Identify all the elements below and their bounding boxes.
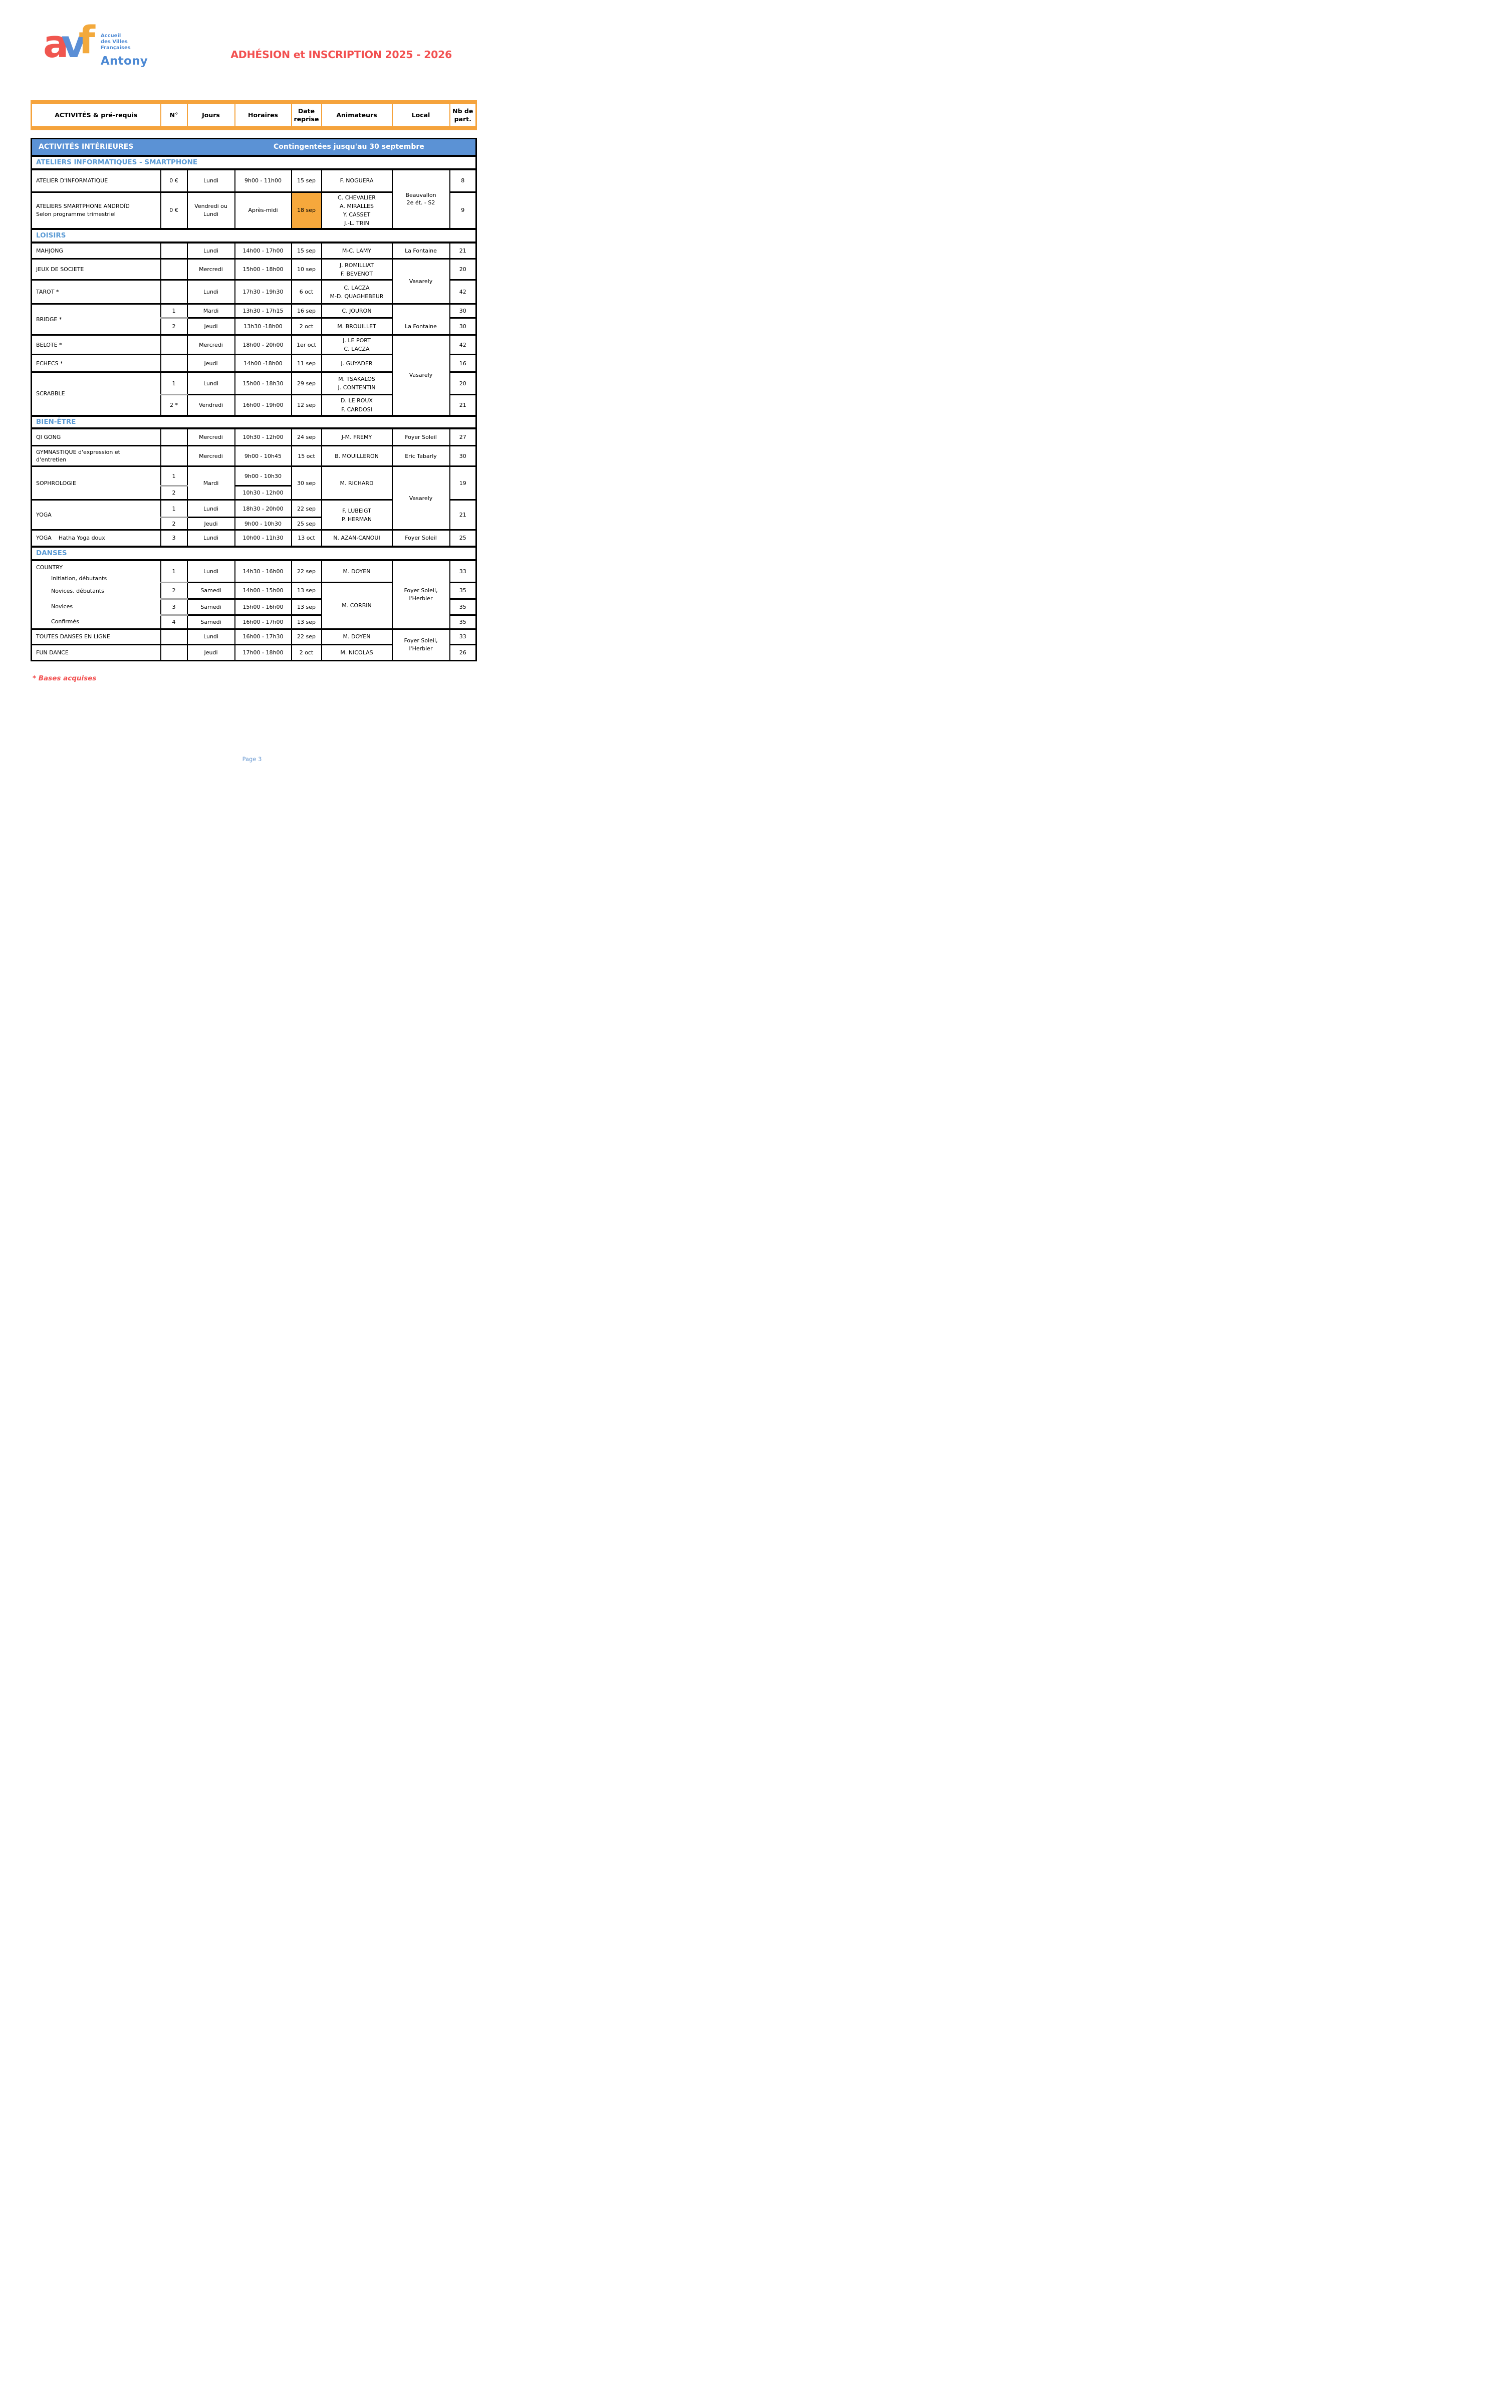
logo-tagline-line3: Françaises [100,45,131,51]
cell-num: 4 [161,615,187,629]
cell-num [161,355,187,372]
cell-jours: Jeudi [187,318,235,335]
cell-local-beauvallon [392,169,450,229]
cell-nb: 8 [450,169,476,192]
country-level-label: Novices [51,603,73,610]
activity-name-line1: GYMNASTIQUE d'expression et [36,448,120,455]
local-line1: Foyer Soleil, [404,637,438,644]
cell-jours: Lundi [187,372,235,395]
table-row [32,629,476,644]
activity-name [32,446,161,466]
animateur: C. CHEVALIER [338,194,376,201]
local-line2: l'Herbier [409,595,433,602]
cell-animateurs: J-M. FREMY [322,428,392,446]
activity-name: BELOTE * [32,335,161,355]
page-header [0,0,504,100]
cell-horaires: 16h00 - 19h00 [235,395,292,416]
banner-note: Contingentées jusqu'au 30 septembre [274,142,424,151]
cell-nb: 35 [450,599,476,615]
animateur: D. LE ROUX [341,397,373,404]
activity-name: ECHECS * [32,355,161,372]
cell-horaires: 14h00 - 17h00 [235,243,292,259]
cell-num [161,335,187,355]
activity-name: TOUTES DANSES EN LIGNE [32,629,161,644]
cell-num [161,280,187,304]
jours-line2: Lundi [203,210,218,217]
table-row [32,304,476,318]
table-row [32,446,476,466]
cell-nb: 30 [450,304,476,318]
cell-nb: 27 [450,428,476,446]
cell-date: 15 oct [292,446,322,466]
cell-num: 2 [161,486,187,500]
cell-nb: 42 [450,280,476,304]
cell-local: Foyer Soleil [392,428,450,446]
logo-tagline-line1: Accueil [100,33,121,39]
cell-jours: Samedi [187,599,235,615]
cell-nb: 30 [450,446,476,466]
col-header-num: N° [161,102,187,128]
cell-num [161,446,187,466]
cell-nb: 35 [450,583,476,599]
activity-name-line2: Selon programme trimestriel [36,210,116,217]
cell-nb: 42 [450,335,476,355]
cell-jours: Lundi [187,530,235,547]
cell-horaires: 16h00 - 17h30 [235,629,292,644]
cell-jours: Mercredi [187,446,235,466]
animateur: J. CONTENTIN [338,384,376,391]
col-header-local: Local [392,102,450,128]
cell-nb: 26 [450,644,476,660]
col-header-activites: ACTIVITÉS & pré-requis [32,102,161,128]
logo-letter-v: v [61,22,79,66]
logo-letter-a: a [43,22,62,66]
cell-horaires: 17h00 - 18h00 [235,644,292,660]
cell-num: 1 [161,560,187,583]
animateur: M-D. QUAGHEBEUR [330,293,384,300]
cell-animateurs: M. NICOLAS [322,644,392,660]
section-title-bien-etre: BIEN-ÊTRE [32,416,476,428]
cell-jours: Lundi [187,560,235,583]
cell-num [161,644,187,660]
cell-jours: Mardi [187,466,235,500]
document-page [0,0,504,803]
cell-animateurs: J. GUYADER [322,355,392,372]
cell-date: 1er oct [292,335,322,355]
local-line2: l'Herbier [409,645,433,652]
cell-nb: 33 [450,629,476,644]
country-level-label: Confirmés [51,618,79,625]
cell-num [161,243,187,259]
cell-jours: Mercredi [187,259,235,280]
local-line2: 2e ét. - S2 [406,199,435,206]
cell-horaires: 15h00 - 16h00 [235,599,292,615]
logo-city: Antony [100,55,148,68]
activity-name: SCRABBLE [32,372,161,416]
col-header-horaires: Horaires [235,102,292,128]
cell-nb: 20 [450,372,476,395]
page-title: ADHÉSION et INSCRIPTION 2025 - 2026 [230,49,452,61]
country-level-label: Initiation, débutants [51,575,107,582]
activity-name-line1: ATELIERS SMARTPHONE ANDROÏD [36,203,130,210]
cell-animateurs: F. NOGUERA [322,169,392,192]
cell-animateurs: M. RICHARD [322,466,392,500]
country-level-label: Novices, débutants [51,588,104,595]
logo-letter-f: f [78,18,88,62]
col-header-date-line2: reprise [294,115,319,123]
cell-nb: 25 [450,530,476,547]
cell-nb: 21 [450,243,476,259]
activity-name-suffix: Hatha Yoga doux [58,535,105,542]
cell-date: 13 sep [292,615,322,629]
cell-animateurs [322,280,392,304]
animateur: F. CARDOSI [341,406,372,413]
cell-horaires: 9h00 - 10h30 [235,466,292,486]
avf-logo-letters [43,18,99,66]
cell-date: 2 oct [292,644,322,660]
cell-animateurs: M. DOYEN [322,560,392,583]
local-line1: Beauvallon [405,191,436,198]
cell-horaires: 14h00 - 15h00 [235,583,292,599]
cell-date: 22 sep [292,629,322,644]
cell-animateurs: M. BROUILLET [322,318,392,335]
cell-horaires: 9h00 - 10h30 [235,518,292,530]
section-row-loisirs [32,229,476,243]
cell-animateurs [322,395,392,416]
col-header-nb-line1: Nb de [452,107,473,115]
cell-jours: Samedi [187,615,235,629]
activities-table [31,138,477,661]
cell-date: 13 sep [292,583,322,599]
cell-num: 1 [161,466,187,486]
cell-date: 13 sep [292,599,322,615]
column-header-row [32,102,476,128]
col-header-nb-part [450,102,476,128]
section-row-danses [32,547,476,560]
cell-date: 12 sep [292,395,322,416]
cell-date: 22 sep [292,500,322,518]
cell-num: 2 [161,583,187,599]
cell-date: 29 sep [292,372,322,395]
cell-horaires: 10h00 - 11h30 [235,530,292,547]
col-header-animateurs: Animateurs [322,102,392,128]
cell-local: Foyer Soleil [392,530,450,547]
section-row-ateliers [32,156,476,169]
cell-local-foyer-herbier [392,560,450,629]
cell-jours: Mercredi [187,428,235,446]
animateur: Y. CASSET [343,211,371,218]
cell-animateurs [322,192,392,229]
animateur: F. BEVENOT [340,270,373,277]
cell-horaires: 14h00 -18h00 [235,355,292,372]
activity-name: QI GONG [32,428,161,446]
cell-animateurs [322,335,392,355]
activity-name: TAROT * [32,280,161,304]
animateur: J.-L. TRIN [344,219,369,226]
cell-num: 2 [161,318,187,335]
cell-jours: Jeudi [187,355,235,372]
cell-num: 2 * [161,395,187,416]
col-header-nb-line2: part. [454,115,471,123]
cell-date: 2 oct [292,318,322,335]
cell-jours: Lundi [187,243,235,259]
activity-name [32,192,161,229]
cell-num: 1 [161,372,187,395]
cell-animateurs: M. CORBIN [322,583,392,629]
cell-date: 30 sep [292,466,322,500]
cell-jours: Jeudi [187,644,235,660]
cell-date: 10 sep [292,259,322,280]
banner-content [32,139,475,155]
cell-animateurs: B. MOUILLERON [322,446,392,466]
cell-date: 15 sep [292,169,322,192]
footnote-bases-acquises: * Bases acquises [33,674,97,682]
cell-nb: 16 [450,355,476,372]
animateur: P. HERMAN [341,516,372,523]
cell-animateurs [322,500,392,530]
cell-horaires: 17h30 - 19h30 [235,280,292,304]
cell-num: 2 [161,518,187,530]
cell-horaires: 9h00 - 11h00 [235,169,292,192]
cell-nb: 35 [450,615,476,629]
cell-nb: 19 [450,466,476,500]
col-header-jours: Jours [187,102,235,128]
cell-nb: 21 [450,395,476,416]
activity-name: ATELIER D'INFORMATIQUE [32,169,161,192]
section-title-danses: DANSES [32,547,476,560]
cell-date: 25 sep [292,518,322,530]
cell-nb: 9 [450,192,476,229]
cell-horaires: 15h00 - 18h00 [235,259,292,280]
cell-horaires: 18h00 - 20h00 [235,335,292,355]
cell-date: 24 sep [292,428,322,446]
cell-horaires: 10h30 - 12h00 [235,486,292,500]
cell-num [161,428,187,446]
cell-horaires: 18h30 - 20h00 [235,500,292,518]
cell-local-vasarely: Vasarely [392,335,450,416]
cell-jours: Vendredi [187,395,235,416]
cell-date: 16 sep [292,304,322,318]
cell-animateurs: C. JOURON [322,304,392,318]
cell-horaires: 13h30 -18h00 [235,318,292,335]
cell-date: 22 sep [292,560,322,583]
animateur: F. LUBEIGT [342,507,371,514]
cell-jours: Lundi [187,169,235,192]
section-title-loisirs: LOISIRS [32,229,476,243]
cell-date: 15 sep [292,243,322,259]
cell-jours: Lundi [187,280,235,304]
jours-line1: Vendredi ou [194,203,227,210]
logo-tagline-line2: des Villes [100,39,128,45]
animateur: J. ROMILLIAT [339,262,374,269]
cell-num: 0 € [161,169,187,192]
table-row [32,335,476,355]
activity-name-country [32,560,161,629]
cell-jours: Jeudi [187,518,235,530]
cell-horaires: 10h30 - 12h00 [235,428,292,446]
cell-jours: Mercredi [187,335,235,355]
cell-date-highlighted: 18 sep [292,192,322,229]
cell-local-vasarely: Vasarely [392,259,450,304]
cell-num: 1 [161,500,187,518]
cell-date: 11 sep [292,355,322,372]
cell-num: 3 [161,599,187,615]
cell-animateurs: M-C. LAMY [322,243,392,259]
table-row [32,169,476,192]
cell-nb: 30 [450,318,476,335]
activity-name-main: YOGA [36,535,52,542]
table-row [32,243,476,259]
cell-animateurs: N. AZAN-CANOUI [322,530,392,547]
cell-horaires: Après-midi [235,192,292,229]
logo-tagline [101,33,148,51]
activity-name: FUN DANCE [32,644,161,660]
cell-nb: 20 [450,259,476,280]
activity-name: MAHJONG [32,243,161,259]
animateur: J. LE PORT [343,337,371,344]
cell-num: 1 [161,304,187,318]
col-header-date-reprise [292,102,322,128]
cell-jours: Lundi [187,500,235,518]
col-header-date-line1: Date [298,107,315,115]
cell-local-foyer-herbier [392,629,450,660]
cell-animateurs [322,372,392,395]
cell-num: 3 [161,530,187,547]
animateur: C. LACZA [344,346,370,353]
cell-local: Eric Tabarly [392,446,450,466]
activity-name: YOGA [32,500,161,530]
activity-name: SOPHROLOGIE [32,466,161,500]
cell-local: La Fontaine [392,243,450,259]
cell-date: 6 oct [292,280,322,304]
table-row [32,466,476,486]
cell-num [161,629,187,644]
cell-horaires: 14h30 - 16h00 [235,560,292,583]
table-row [32,530,476,547]
animateur: C. LACZA [344,284,370,291]
cell-num: 0 € [161,192,187,229]
animateur: A. MIRALLES [340,202,374,209]
activity-name: BRIDGE * [32,304,161,335]
local-line1: Foyer Soleil, [404,587,438,594]
table-row [32,428,476,446]
banner-cell [32,139,476,156]
cell-animateurs [322,259,392,280]
country-title: COUNTRY [36,564,63,571]
avf-logo [43,18,148,68]
cell-nb: 33 [450,560,476,583]
animateur: M. TSAKALOS [338,376,375,383]
cell-num [161,259,187,280]
cell-jours: Lundi [187,629,235,644]
section-row-bien-etre [32,416,476,428]
section-title-ateliers: ATELIERS INFORMATIQUES - SMARTPHONE [32,156,476,169]
cell-horaires: 9h00 - 10h45 [235,446,292,466]
cell-local: La Fontaine [392,304,450,335]
column-header-table [31,100,477,130]
activity-name-line2: d'entretien [36,456,67,463]
table-row [32,259,476,280]
cell-horaires: 16h00 - 17h00 [235,615,292,629]
cell-date: 13 oct [292,530,322,547]
page-number: Page 3 [242,755,262,763]
banner-title: ACTIVITÉS INTÉRIEURES [39,142,134,151]
table-row [32,560,476,583]
banner-row [32,139,476,156]
activity-name [32,530,161,547]
cell-horaires: 13h30 - 17h15 [235,304,292,318]
activity-name: JEUX DE SOCIETE [32,259,161,280]
cell-animateurs: M. DOYEN [322,629,392,644]
logo-text-block [101,28,148,68]
cell-nb: 21 [450,500,476,530]
cell-jours [187,192,235,229]
cell-local-vasarely: Vasarely [392,466,450,530]
cell-horaires: 15h00 - 18h30 [235,372,292,395]
cell-jours: Mardi [187,304,235,318]
cell-jours: Samedi [187,583,235,599]
